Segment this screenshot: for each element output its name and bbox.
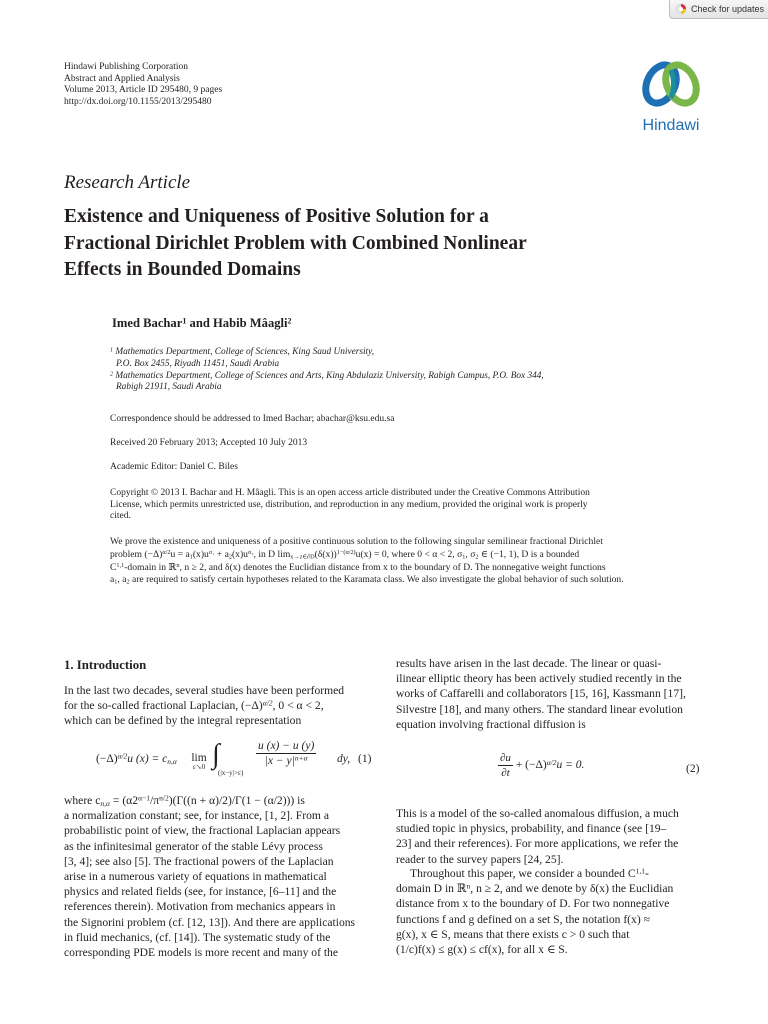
title-line: Effects in Bounded Domains: [64, 259, 301, 280]
equation-2-number: (2): [686, 763, 700, 775]
journal-header: [64, 62, 222, 108]
publisher-name: Hindawi Publishing Corporation: [64, 62, 189, 72]
text-line: physics and related fields (see, for instance, [6–11] and the: [64, 885, 337, 899]
text-line: equation involving fractional diffusion is: [396, 717, 586, 731]
hindawi-wordmark: Hindawi: [642, 117, 700, 134]
right-column-paragraph-2: [396, 806, 704, 867]
abstract-line: C$^{1,1}$-domain in ℝ$^n$, n ≥ 2, and δ(x) denotes the Euclidian distance from x to the boundary of D. The nonnegative weight functions: [110, 561, 606, 573]
hindawi-logo-icon: [636, 58, 706, 110]
integral-domain: (|x−y|>ε): [218, 769, 244, 777]
text-line: [3, 4]; see also [5]. The fractional powers of the Laplacian: [64, 854, 334, 868]
affiliation-1: $^1$ Mathematics Department, College of Sciences, King Saud University,: [110, 347, 375, 357]
text-line: g(x), x ∈ S, means that there exists c > 0 such that: [396, 927, 630, 941]
right-column-paragraph-3: [396, 866, 704, 957]
hindawi-logo: [636, 58, 706, 134]
text-line: for the so-called fractional Laplacian, $(-\Delta)^{\alpha/2}$, 0 < α < 2,: [64, 698, 324, 713]
text-line: functions f and g defined on a set S, the notation f(x) ≈: [396, 912, 650, 926]
author-affil-sup: 1: [182, 316, 187, 326]
abstract: [110, 536, 704, 587]
article-type: Research Article: [64, 172, 191, 193]
text-line: arise in a numerous variety of equations in mathematical: [64, 870, 327, 884]
copyright-line: License, which permits unrestricted use, distribution, and reproduction in any medium, provided the original work is properly: [110, 499, 588, 510]
abstract-line: $a_1$, $a_2$ are required to satisfy certain hypotheses related to the Karamata class. We also investigate the global behavior of such solution.: [110, 574, 624, 586]
affiliation-2-address: Rabigh 21911, Saudi Arabia: [116, 382, 222, 393]
equation-1-lhs: $(-\Delta)^{\alpha/2}u$ $(x) = c_{n,\alpha}$: [96, 751, 177, 766]
text-line: as the infinitesimal generator of the stable Lévy process: [64, 839, 323, 853]
author-name: Habib Mâagli: [213, 316, 288, 330]
crossmark-icon: [675, 3, 687, 15]
equation-1-limit: lim ε↘0: [191, 752, 207, 771]
equation-1-dy: dy,: [337, 753, 351, 765]
right-column: [396, 656, 704, 732]
text-line: where $c_{n,\alpha} = (\alpha 2^{\alpha-1}/\pi^{n/2})(\Gamma((n + \alpha)/2)/\Gamma(1 - (\alpha/2)))$ is: [64, 793, 305, 808]
affiliation-2: $^2$ Mathematics Department, College of Sciences and Arts, King Abdulaziz University, Rabigh Campus, P.O. Box 344,: [110, 370, 544, 381]
text-line: Throughout this paper, we consider a bounded C$^{1,1}$-: [410, 866, 649, 880]
abstract-line: We prove the existence and uniqueness of a positive continuous solution to the following singular semilinear fractional Dirichlet: [110, 536, 603, 547]
equation-1-number: (1): [358, 753, 372, 765]
author-name: Imed Bachar: [112, 316, 183, 330]
text-line: reader to the survey papers [24, 25].: [396, 852, 564, 866]
title-line: Fractional Dirichlet Problem with Combined Nonlinear: [64, 232, 527, 254]
affiliation-1-address: P.O. Box 2455, Riyadh 11451, Saudi Arabia: [116, 358, 280, 369]
text-line: (1/c)f(x) ≤ g(x) ≤ cf(x), for all x ∈ S.: [396, 943, 568, 957]
author-conjunction: and: [186, 316, 214, 330]
text-line: Silvestre [18], and many others. The standard linear evolution: [396, 702, 683, 716]
section-heading: [64, 658, 146, 673]
text-line: in fluid mechanics, (cf. [14]). The systematic study of the: [64, 930, 331, 944]
left-column-paragraph-2: [64, 793, 374, 960]
correspondence: Correspondence should be addressed to Imed Bachar; abachar@ksu.edu.sa: [110, 414, 395, 424]
integral-sign: ∫: [212, 739, 220, 770]
equation-2: [396, 752, 704, 788]
check-for-updates-button[interactable]: [669, 0, 768, 19]
equation-1-fraction: $\frac{u (x) - u (y)}{|x - y|^{n+\alpha}}$: [258, 740, 315, 767]
text-line: domain D in ℝ$^n$, n ≥ 2, and we denote by δ(x) the Euclidian: [396, 881, 674, 896]
abstract-line: problem $(-\Delta)^{\alpha/2}u = a_1(x)u^{\sigma_1} + a_2(x)u^{\sigma_2}$, in D $\lim_{x\to z\in\partial D}(\delta(x))^{1-(\alpha/2)}u(x) = 0$, where 0 < α < 2, $\sigma_1$, $\sigma_2$ ∈ (−1, 1), D is a bounded: [110, 548, 580, 561]
text-line: studied topic in physics, probability, and finance (see [19–: [396, 822, 667, 836]
text-line: 23] and their references). For more applications, we refer the: [396, 837, 679, 851]
text-line: This is a model of the so-called anomalous diffusion, a much: [396, 807, 679, 820]
text-line: probabilistic point of view, the fractional Laplacian appears: [64, 824, 341, 838]
text-line: which can be defined by the integral representation: [64, 714, 302, 728]
title-line: Existence and Uniqueness of Positive Solution for a: [64, 206, 489, 227]
affiliations: [110, 347, 670, 394]
text-line: In the last two decades, several studies have been performed: [64, 684, 345, 697]
equation-2-body: $\frac{\partial u}{\partial t}$ + $(-\Delta)^{\alpha/2}u = 0$.: [500, 752, 585, 779]
copyright-line: Copyright © 2013 I. Bachar and H. Mâagli. This is an open access article distributed under the Creative Commons Attribution: [110, 488, 590, 498]
text-line: distance from x to the boundary of D. For two nonnegative: [396, 897, 670, 911]
journal-name: Abstract and Applied Analysis: [64, 73, 180, 84]
doi-link[interactable]: http://dx.doi.org/10.1155/2013/295480: [64, 96, 212, 107]
academic-editor: Academic Editor: Daniel C. Biles: [110, 462, 238, 472]
equation-1: [96, 740, 374, 782]
text-line: corresponding PDE models is more recent and many of the: [64, 946, 338, 960]
text-line: references therein). Motivation from mechanics appears in: [64, 900, 336, 914]
text-line: results have arisen in the last decade. The linear or quasi-: [396, 657, 662, 670]
page-title: [64, 204, 704, 284]
volume-info: Volume 2013, Article ID 295480, 9 pages: [64, 85, 223, 95]
text-line: the Signorini problem (cf. [12, 13]). And there are applications: [64, 915, 356, 929]
copyright-line: cited.: [110, 511, 131, 521]
received-dates: Received 20 February 2013; Accepted 10 July 2013: [110, 438, 308, 448]
author-affil-sup: 2: [287, 316, 292, 326]
section-title: 1. Introduction: [64, 658, 147, 672]
text-line: a normalization constant; see, for instance, [1, 2]. From a: [64, 809, 329, 823]
text-line: ilinear elliptic theory has been actively studied recently in the: [396, 672, 682, 686]
left-column: [64, 683, 374, 729]
authors: [112, 316, 292, 331]
copyright-notice: [110, 488, 702, 523]
check-for-updates-label: Check for updates: [691, 4, 765, 14]
text-line: works of Caffarelli and collaborators [15, 16], Kassmann [17],: [396, 687, 686, 701]
